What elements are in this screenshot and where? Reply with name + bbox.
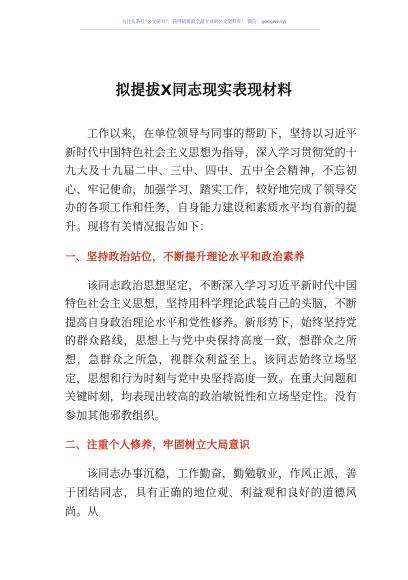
spacer xyxy=(65,237,357,248)
document-title: 拟提拔X同志现实表现材料 xyxy=(115,83,293,99)
banner-divider xyxy=(80,29,320,30)
spacer xyxy=(65,266,357,277)
spacer xyxy=(65,454,357,465)
section-1-heading: 一、坚持政治站位，不断提升理论水平和政治素养 xyxy=(65,250,305,263)
promo-banner[interactable]: 关注头条号“公文研究”，获得最新最全最专业的公文资料库！ 微信：gongwenyj xyxy=(121,20,287,25)
intro-paragraph: 工作以来，在单位领导与同事的帮助下，坚持以习近平新时代中国特色社会主义思想为指导，深入学习贯彻党的十九大及十九届二中、三中、四中、五中全会精神，不忘初心、牢记使命，加强学习、踏实工作，较好地完成了领导交办的各项工作和任务，自身能力建设和素质水平均有新的提升。现将有关情况报告如下： xyxy=(65,127,357,233)
spacer xyxy=(65,425,357,436)
section-2-heading: 二、注重个人修养，牢固树立大局意识 xyxy=(65,439,251,452)
document-body xyxy=(65,125,357,521)
section-1-paragraph: 该同志政治思想坚定，不断深入学习习近平新时代中国特色社会主义思想，坚持用科学理论武装自己的头脑，不断提高自身政治理论水平和党性修养。新形势下，始终坚持党的群众路线，思想上与党中央保持高度一致，想群众之所想，急群众之所急，视群众利益至上。该同志始终立场坚定，思想和行为时刻与党中央坚持高度一致。在重大问题和关键时刻，均表现出较高的政治敏锐性和立场坚定性。没有参加其他邪教组织。 xyxy=(65,278,357,422)
section-2-paragraph: 该同志办事沉稳，工作勤奋，勤勉敬业，作风正派，善于团结同志，具有正确的地位观、利益观和良好的道德风尚。从 xyxy=(65,467,357,518)
